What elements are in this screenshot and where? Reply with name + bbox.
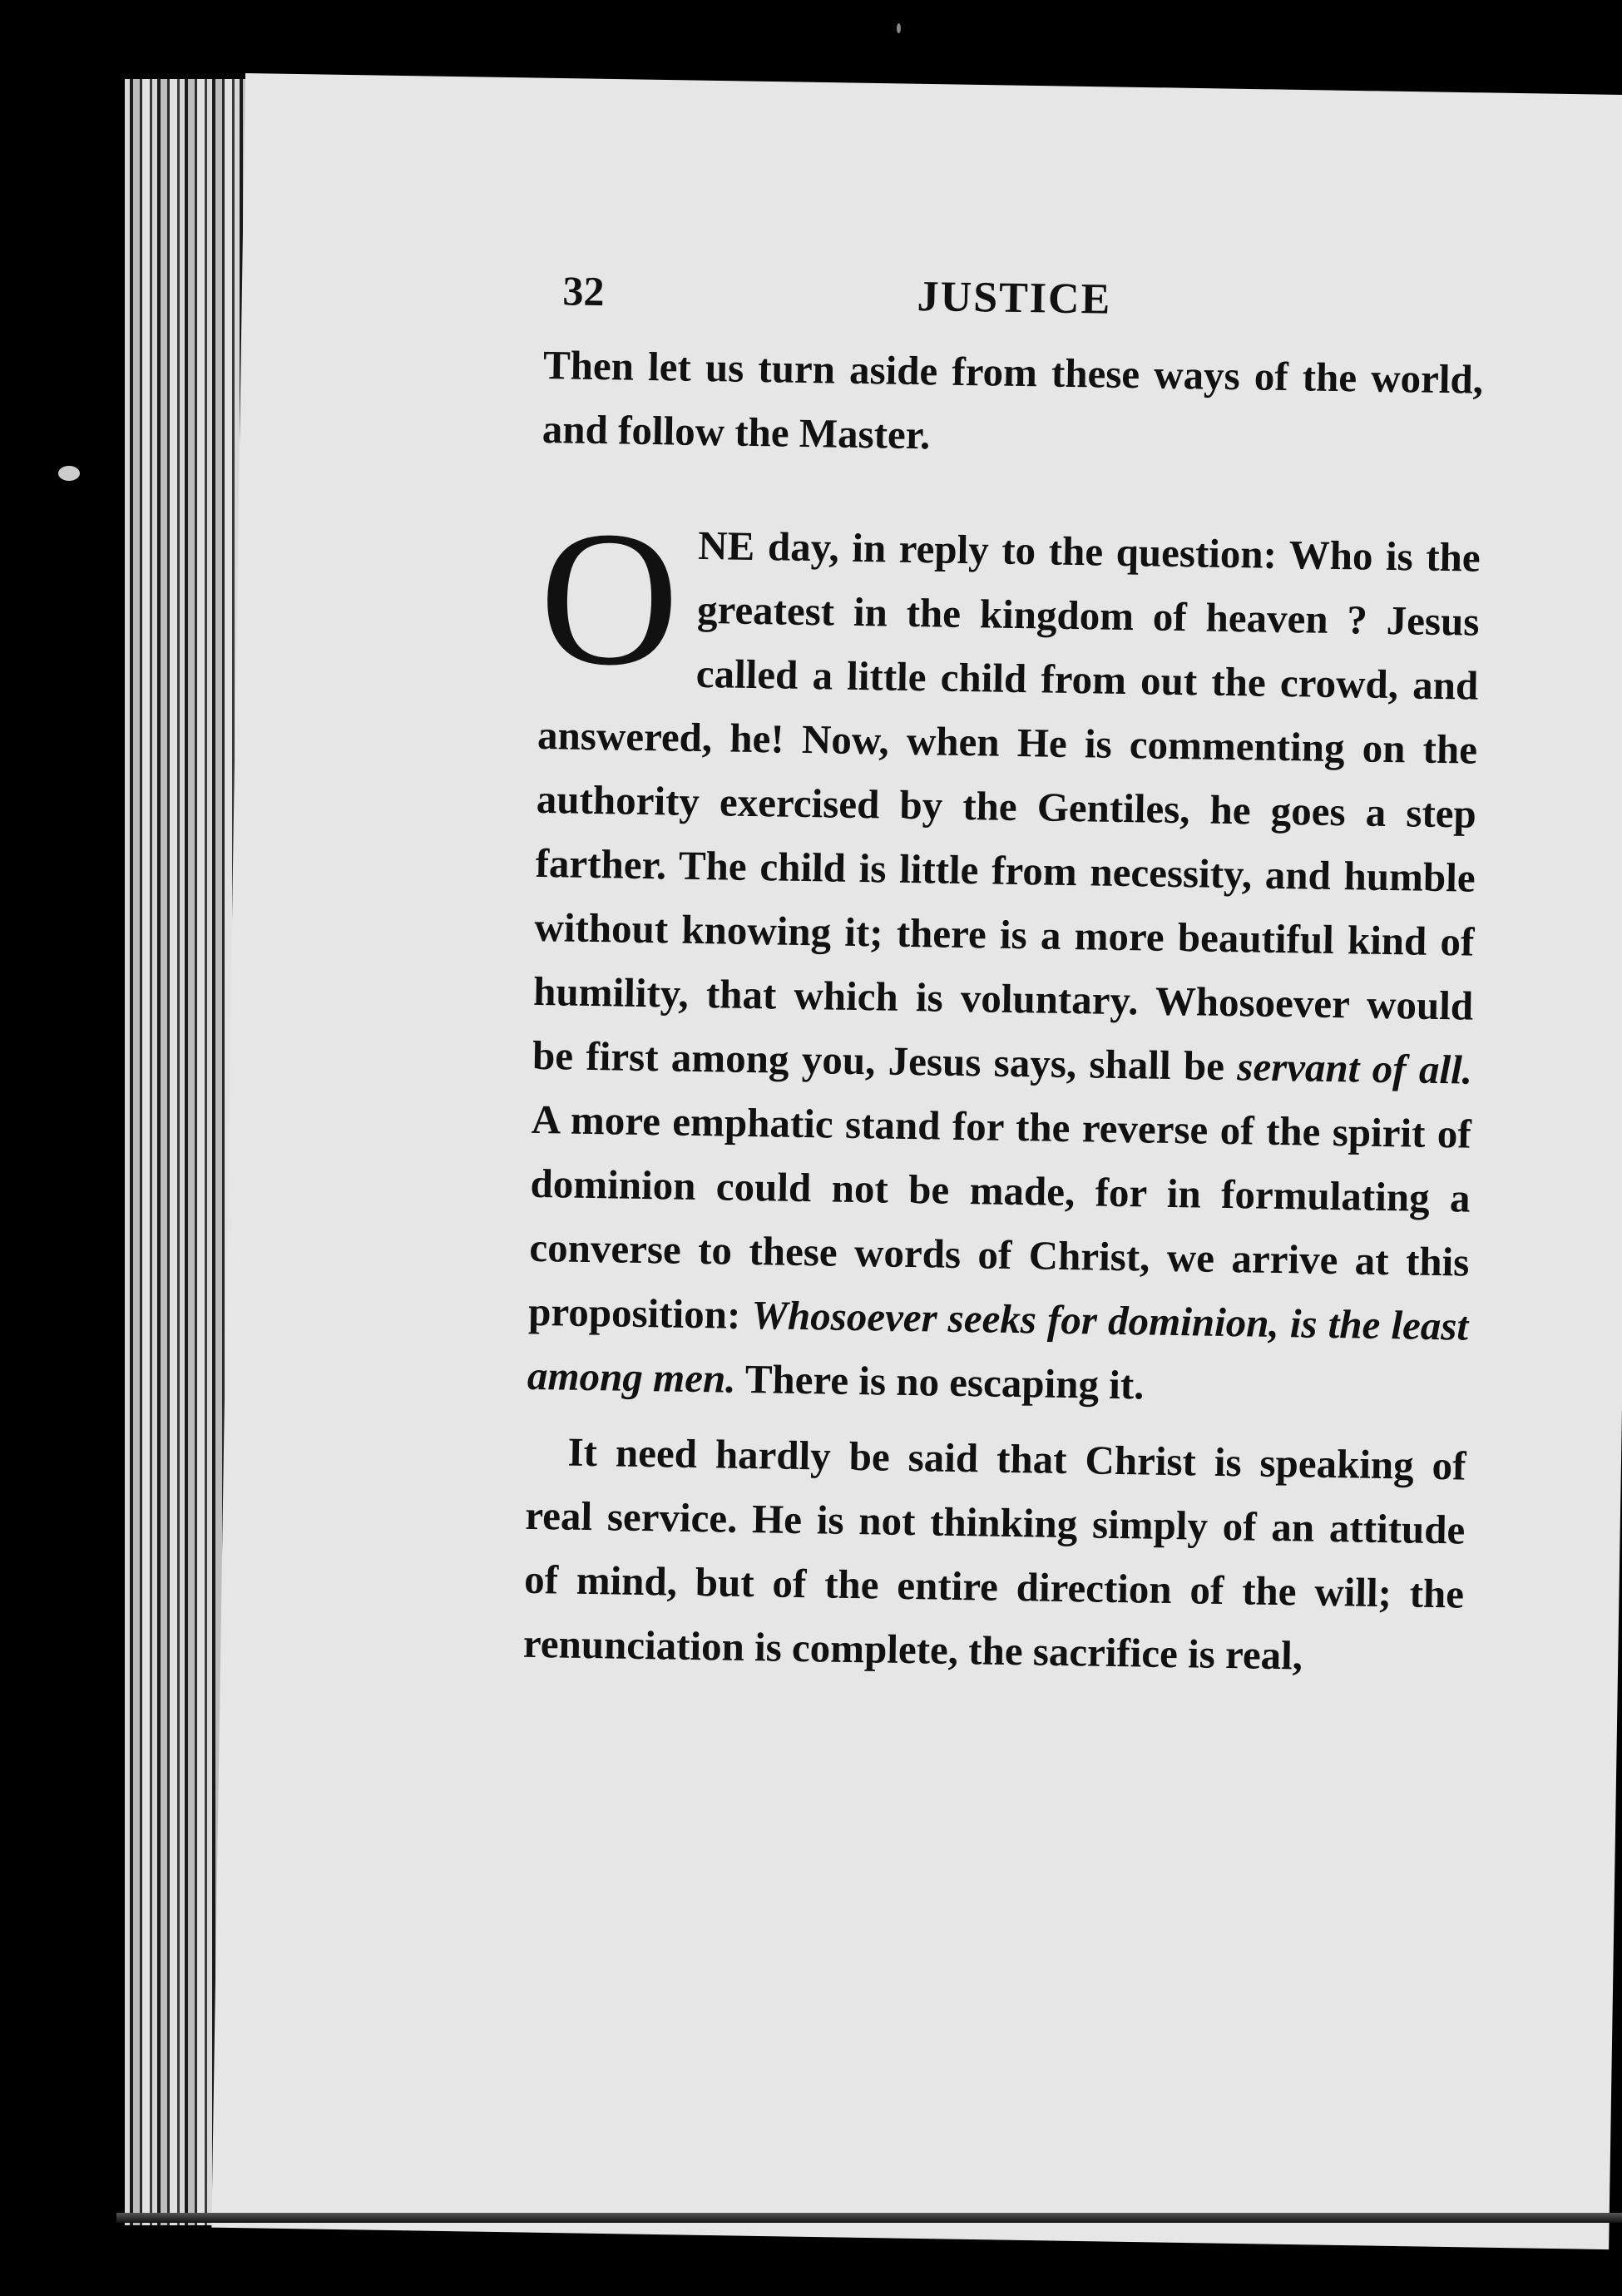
main-italic-phrase-1: servant of all.: [1236, 1043, 1473, 1093]
main-text-a: NE day, in reply to the question: Who is the greatest in the kingdom of heaven ? Jesus called a little child from out the crowd, and answered, he! Now, when He is commenting on the authority exercised by the Gentiles, he goes a step farther. The child is little from necessity, and humble without knowing it; there is a more beautiful kind of humility, that which is voluntary. Whosoever would be first among you, Jesus says, shall be: [532, 522, 1481, 1090]
scan-artifact: [58, 466, 80, 481]
page-bottom-edge: [116, 2213, 1622, 2223]
drop-cap: O: [537, 490, 681, 707]
scan-artifact: [897, 23, 901, 33]
main-text-c: A more emphatic stand for the reverse of the spirit of dominion could not be made, for in formulating a converse to these words of Christ, we arrive at this proposition:: [527, 1096, 1472, 1339]
main-italic-phrase-2: Whosoever seeks for dominion, is the least among men.: [527, 1292, 1469, 1402]
drop-cap-box: [537, 490, 681, 707]
opening-paragraph: Then let us turn aside from these ways of the world, and follow the Master.: [541, 341, 1484, 458]
running-title: JUSTICE: [917, 273, 1112, 324]
main-paragraph: [527, 490, 1481, 1423]
main-text-e: There is no escaping it.: [735, 1355, 1145, 1408]
page-number: 32: [562, 267, 605, 315]
second-paragraph: It need hardly be said that Christ is speaking of real service. He is not thinking simply of an attitude of mind, but of the entire direction of the will; the renunciation is complete, the sacrifice is real,: [522, 1428, 1466, 1679]
page-text: [522, 266, 1484, 1690]
